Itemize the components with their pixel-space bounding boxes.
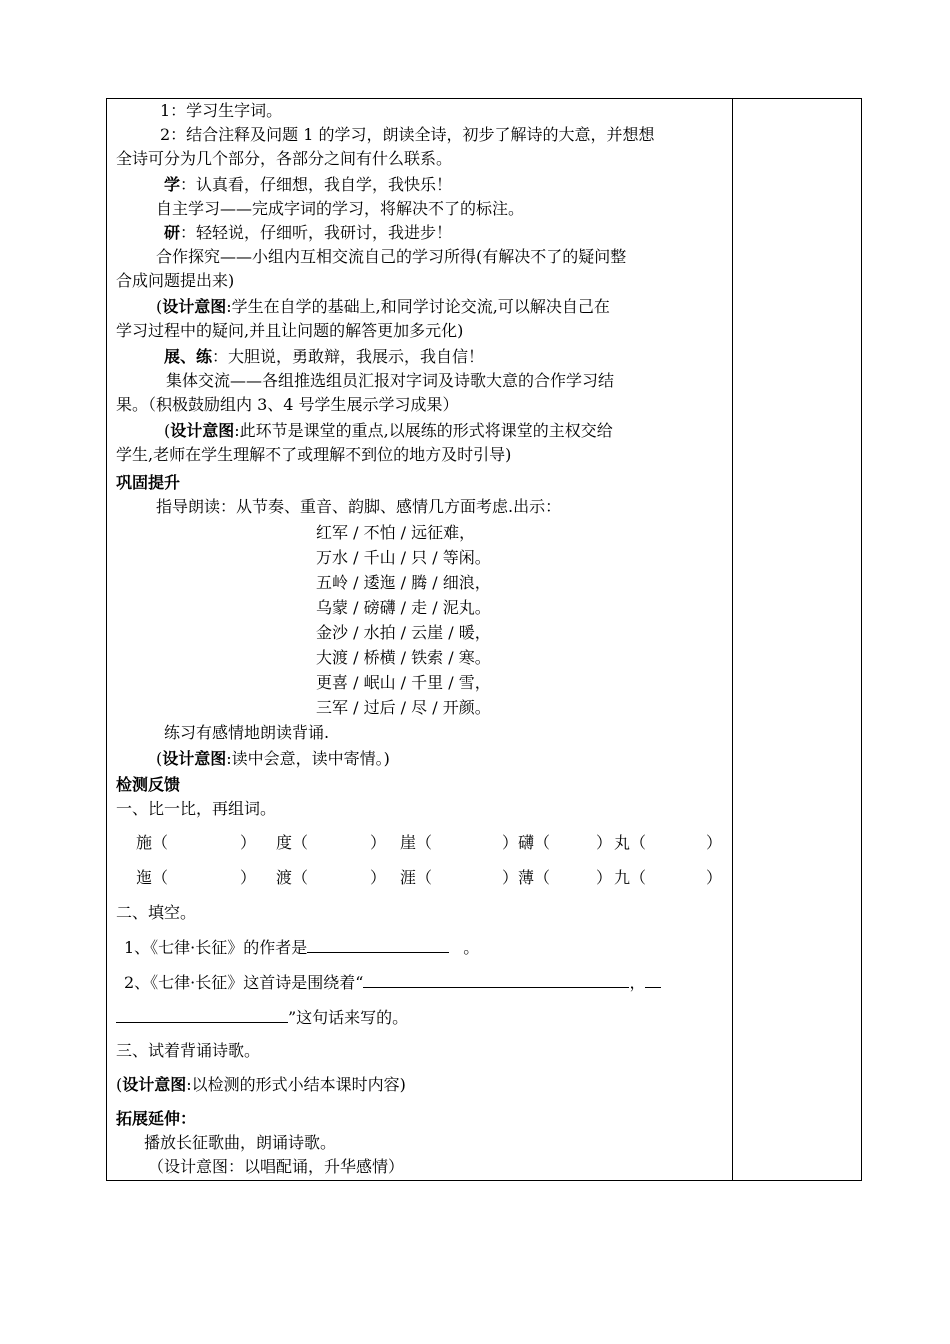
heading-feedback: 检测反馈 <box>116 775 181 794</box>
poem-line: 乌蒙 / 磅礴 / 走 / 泥丸。 <box>316 598 491 617</box>
poem-line: 五岭 / 逶迤 / 腾 / 细浪， <box>316 573 491 592</box>
compare-cell: ） <box>706 868 723 887</box>
line-self-study: 自主学习——完成字词的学习，将解决不了的标注。 <box>156 199 525 218</box>
intent-3-open: ( <box>156 749 163 768</box>
poem-line: 更喜 / 岷山 / 千里 / 雪， <box>316 673 491 692</box>
question-recite: 三、试着背诵诗歌。 <box>116 1041 261 1060</box>
compare-cell: ） <box>370 833 387 852</box>
intent-3-text: :读中会意，读中寄情。) <box>226 749 390 768</box>
compare-cell: ） <box>240 868 257 887</box>
quote-blank-1[interactable] <box>363 971 629 988</box>
fill-2-end: ”这句话来写的。 <box>288 1008 409 1027</box>
compare-cell: ） <box>596 868 613 887</box>
fill-2-comma: ， <box>629 973 646 992</box>
intent-4-text: :以检测的形式小结本课时内容) <box>186 1075 406 1094</box>
compare-cell: ） <box>502 833 519 852</box>
poem-line: 大渡 / 桥横 / 铁索 / 寒。 <box>316 648 491 667</box>
compare-cell: 涯（ <box>400 868 433 887</box>
learn-label: 学 <box>164 175 181 194</box>
quote-blank-2[interactable] <box>645 971 661 988</box>
intent-2-label: 设计意图 <box>170 421 235 440</box>
line-intent-1-cont: 学习过程中的疑问,并且让问题的解答更加多元化) <box>116 321 464 340</box>
research-text: ：轻轻说，仔细听，我研讨，我进步！ <box>180 223 453 242</box>
fill-line-2 <box>124 971 661 994</box>
author-blank[interactable] <box>307 936 449 953</box>
fill-2-text: 2、《七律·长征》这首诗是围绕着“ <box>124 973 364 992</box>
line-intent-3 <box>156 748 390 770</box>
research-label: 研 <box>164 223 181 242</box>
line-intent-1 <box>156 296 610 318</box>
show-label: 展、练 <box>164 347 213 366</box>
line-play-song: 播放长征歌曲，朗诵诗歌。 <box>144 1133 337 1152</box>
intent-4-label: 设计意图 <box>122 1075 187 1094</box>
line-practice: 练习有感情地朗读背诵. <box>164 723 330 742</box>
fill-1-end: 。 <box>463 938 480 957</box>
fill-line-2-cont <box>116 1006 408 1029</box>
poem-line: 三军 / 过后 / 尽 / 开颜。 <box>316 698 491 717</box>
intent-4-open: ( <box>116 1075 123 1094</box>
line-read-poem: 2：结合注释及问题 1 的学习，朗读全诗，初步了解诗的大意，并想想 <box>160 125 655 144</box>
fill-line-1 <box>124 936 479 959</box>
poem-line: 万水 / 千山 / 只 / 等闲。 <box>316 548 491 567</box>
compare-cell: 施（ <box>136 833 169 852</box>
line-intent-2 <box>164 420 613 442</box>
intent-3-label: 设计意图 <box>162 749 227 768</box>
compare-cell: ） <box>502 868 519 887</box>
compare-cell: 渡（ <box>276 868 309 887</box>
compare-cell: 丸（ <box>614 833 647 852</box>
compare-cell: 九（ <box>614 868 647 887</box>
compare-cell: 礴（ <box>518 833 551 852</box>
line-study-words: 1：学习生字词。 <box>160 101 283 120</box>
line-parts: 全诗可分为几个部分，各部分之间有什么联系。 <box>116 149 453 168</box>
poem-line: 金沙 / 水拍 / 云崖 / 暖， <box>316 623 491 642</box>
compare-cell: 薄（ <box>518 868 551 887</box>
heading-consolidate: 巩固提升 <box>116 473 181 492</box>
quote-blank-3[interactable] <box>116 1006 288 1023</box>
heading-extend: 拓展延伸： <box>116 1109 197 1128</box>
line-group-report-cont: 果。（积极鼓励组内 3、4 号学生展示学习成果） <box>116 395 459 414</box>
fill-1-text: 1、《七律·长征》的作者是 <box>124 938 308 957</box>
compare-cell: 迤（ <box>136 868 169 887</box>
question-compare: 一、比一比，再组词。 <box>116 799 277 818</box>
question-fill: 二、填空。 <box>116 903 197 922</box>
intent-1-text: :学生在自学的基础上,和同学讨论交流,可以解决自己在 <box>226 297 610 316</box>
compare-cell: ） <box>596 833 613 852</box>
intent-2-text: :此环节是课堂的重点,以展练的形式将课堂的主权交给 <box>234 421 613 440</box>
intent-1-label: 设计意图 <box>162 297 227 316</box>
line-cooperate: 合作探究——小组内互相交流自己的学习所得(有解决不了的疑问整 <box>156 247 627 266</box>
compare-cell: 度（ <box>276 833 309 852</box>
line-intent-4 <box>116 1074 406 1096</box>
compare-cell: ） <box>706 833 723 852</box>
show-text: ：大胆说，勇敢辩，我展示，我自信！ <box>212 347 485 366</box>
compare-cell: ） <box>370 868 387 887</box>
line-group-report: 集体交流——各组推选组员汇报对字词及诗歌大意的合作学习结 <box>166 371 615 390</box>
compare-cell: ） <box>240 833 257 852</box>
line-research <box>164 222 452 244</box>
line-show <box>164 346 484 368</box>
line-intent-5: （设计意图：以唱配诵，升华感情） <box>148 1157 405 1176</box>
line-cooperate-cont: 合成问题提出来) <box>116 271 235 290</box>
intent-2-open: ( <box>164 421 171 440</box>
line-intent-2-cont: 学生,老师在学生理解不了或理解不到位的地方及时引导) <box>116 445 512 464</box>
intent-1-open: ( <box>156 297 163 316</box>
table-column-divider <box>732 98 733 1181</box>
line-learn <box>164 174 452 196</box>
poem-line: 红军 / 不怕 / 远征难， <box>316 523 476 542</box>
compare-cell: 崖（ <box>400 833 433 852</box>
line-guide-reading: 指导朗读：从节奏、重音、韵脚、感情几方面考虑.出示： <box>156 497 562 516</box>
learn-text: ：认真看，仔细想，我自学，我快乐！ <box>180 175 453 194</box>
